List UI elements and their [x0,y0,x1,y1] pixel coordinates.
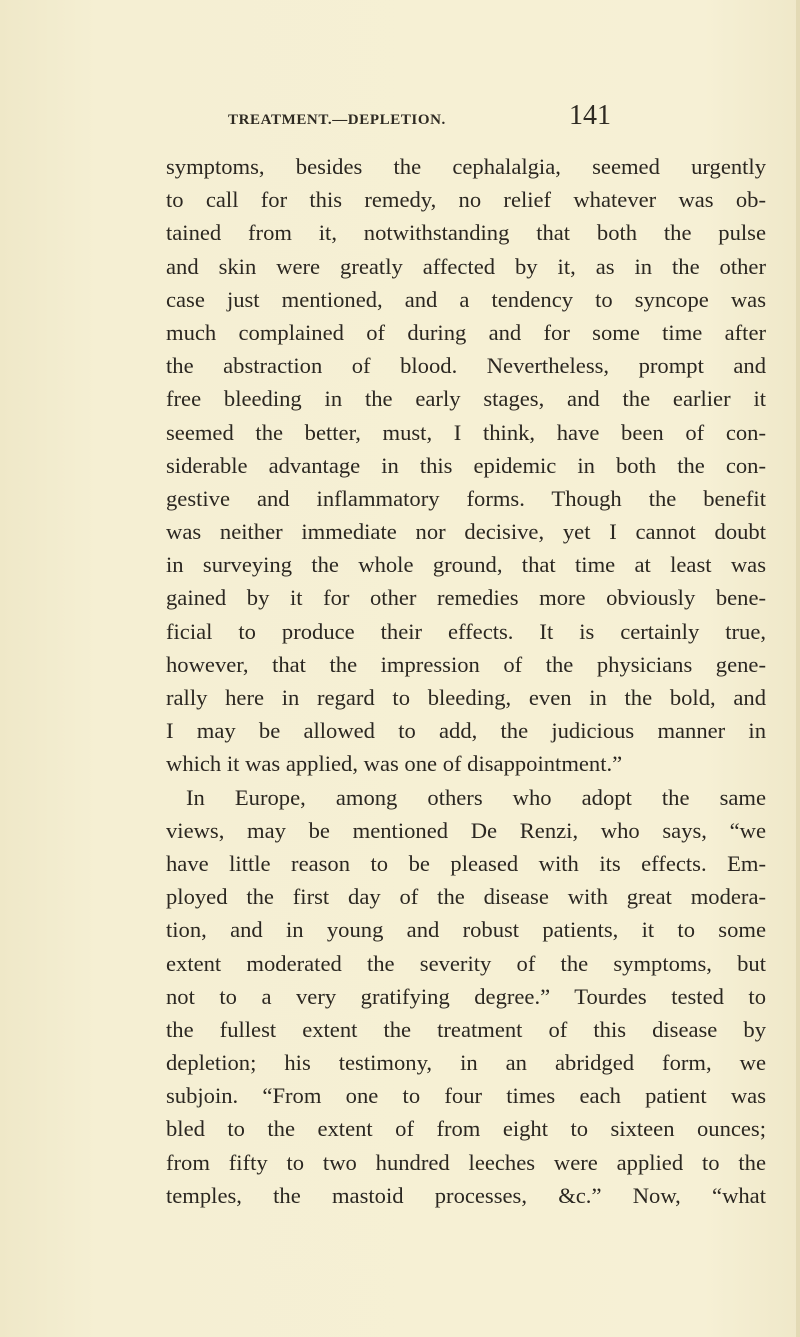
text-line: the abstraction of blood. Nevertheless, prompt and [166,353,766,379]
text-line: have little reason to be pleased with its effects. Em- [166,850,766,876]
page-edge [796,0,800,1337]
text-line: In Europe, among others who adopt the same [186,784,766,810]
text-line: subjoin. “From one to four times each patient was [166,1083,766,1109]
text-line: tion, and in young and robust patients, it to some [166,917,766,943]
text-line: which it was applied, was one of disappointment.” [166,751,623,777]
text-line: ployed the first day of the disease with great modera- [166,884,766,910]
text-line: symptoms, besides the cephalalgia, seemed urgently [166,154,766,179]
text-line: in surveying the whole ground, that time at least was [166,552,766,578]
text-line: the fullest extent the treatment of this disease by [166,1016,766,1042]
text-line: I may be allowed to add, the judicious manner in [166,718,766,744]
text-line: gestive and inflammatory forms. Though the benefit [166,485,766,511]
text-line: much complained of during and for some time after [166,319,766,345]
text-line: however, that the impression of the physicians gene- [166,651,766,677]
body-text [166,150,766,1212]
text-line: gained by it for other remedies more obviously bene- [166,585,766,611]
text-line: extent moderated the severity of the symptoms, but [166,950,766,976]
text-line: rally here in regard to bleeding, even in the bold, and [166,685,766,710]
text-line: was neither immediate nor decisive, yet I cannot doubt [166,519,766,545]
text-line: to call for this remedy, no relief whatever was ob- [166,187,766,213]
text-line: tained from it, notwithstanding that both the pulse [166,220,766,246]
text-line: siderable advantage in this epidemic in both the con- [166,452,766,478]
text-line: case just mentioned, and a tendency to syncope was [166,286,766,312]
running-head: TREATMENT.—DEPLETION. [228,112,446,128]
text-line: ficial to produce their effects. It is certainly true, [166,618,766,644]
text-line: bled to the extent of from eight to sixteen ounces; [166,1116,766,1142]
text-line: depletion; his testimony, in an abridged form, we [166,1050,766,1076]
text-line: seemed the better, must, I think, have been of con- [166,419,766,445]
text-line: views, may be mentioned De Renzi, who says, “we [166,817,766,843]
text-line: temples, the mastoid processes, &c.” Now, “what [166,1182,766,1208]
text-line: and skin were greatly affected by it, as in the other [166,253,766,279]
page-number: 141 [569,100,611,131]
text-line: from fifty to two hundred leeches were applied to the [166,1149,766,1175]
page-header [0,100,800,136]
text-line: free bleeding in the early stages, and the earlier it [166,386,766,412]
text-line: not to a very gratifying degree.” Tourdes tested to [166,983,766,1009]
